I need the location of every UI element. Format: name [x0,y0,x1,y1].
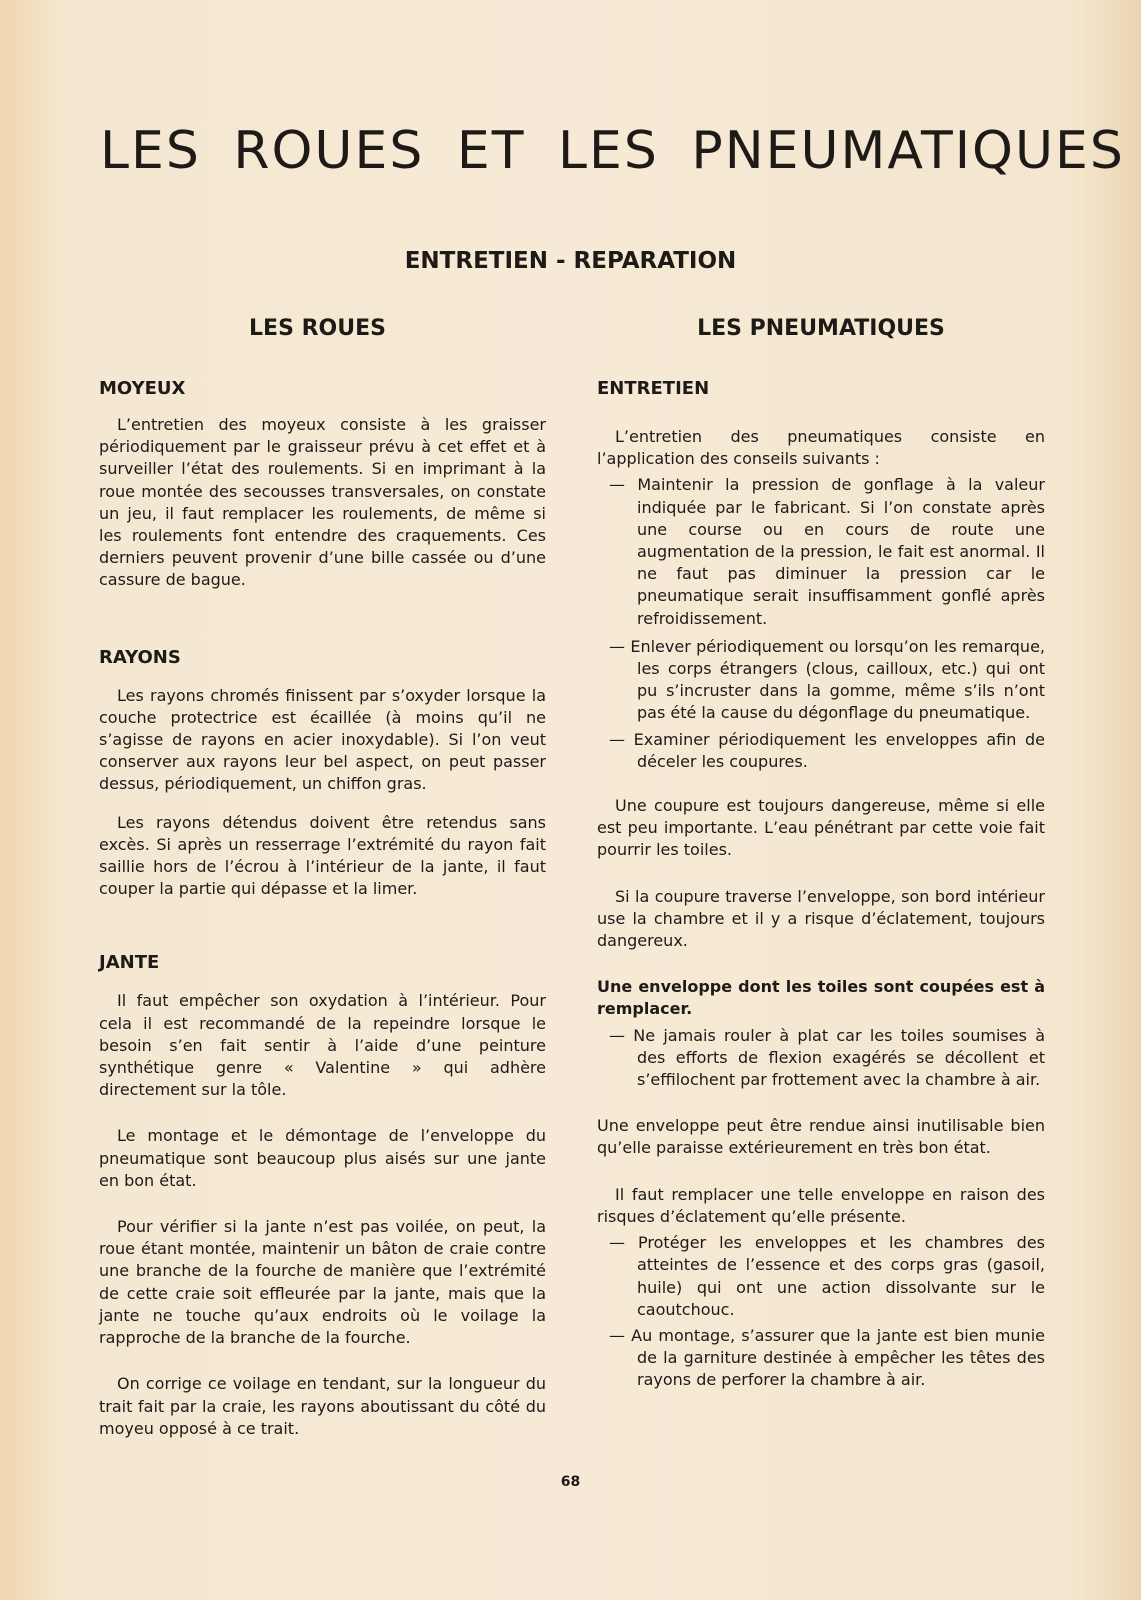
section-title-moyeux: MOYEUX [99,378,186,399]
page-title: LES ROUES ET LES PNEUMATIQUES [100,121,1125,181]
list-item: — Enlever périodiquement ou lorsqu’on les remarque, les corps étrangers (clous, cailloux, etc.) qui ont pu s’incruster dans la gomme, même s’ils n’ont pas été la cause du dégonflage du pneumatique. [609,636,1045,723]
inutilisable-paragraph: Une enveloppe peut être rendue ainsi inutilisable bien qu’elle paraisse extérieurement en très bon état. [597,1116,1045,1158]
jante-paragraph-1: Il faut empêcher son oxydation à l’intérieur. Pour cela il est recommandé de la repeindre lorsque le besoin s’en fait sentir à l’aide d’une peinture synthétique genre « Valentine » qui adhère directement sur la tôle. [99,991,546,1100]
entretien-intro: L’entretien des pneumatiques consiste en l’application des conseils suivants : [597,427,1045,469]
bold-warning: Une enveloppe dont les toiles sont coupées est à remplacer. [597,977,1045,1019]
section-title-jante: JANTE [99,952,160,974]
right-column-heading: LES PNEUMATIQUES [697,316,945,341]
list-item: — Maintenir la pression de gonflage à la valeur indiquée par le fabricant. Si l’on constate après une course ou en cours de route une augmentation de la pression, le fait est anormal. Il ne faut pas diminuer la pression car le pneumatique serait insuffisamment gonflé après refroidissement. [609,475,1045,628]
remplacer-paragraph: Il faut remplacer une telle enveloppe en raison des risques d’éclatement qu’elle présente. [597,1184,1045,1226]
left-column-heading: LES ROUES [249,316,386,341]
list-item: — Examiner périodiquement les enveloppes afin de déceler les coupures. [609,729,1045,771]
section-title-rayons: RAYONS [99,646,181,668]
list-item: — Ne jamais rouler à plat car les toiles soumises à des efforts de flexion exagérés se décollent et s’effilochent par frottement avec la chambre à air. [609,1025,1045,1090]
right-column [597,376,1045,1392]
jante-paragraph-2: Le montage et le démontage de l’enveloppe du pneumatique sont beaucoup plus aisés sur une jante en bon état. [99,1126,546,1190]
list-item: — Au montage, s’assurer que la jante est bien munie de la garniture destinée à empêcher les têtes des rayons de perforer la chambre à air. [609,1325,1045,1390]
jante-paragraph-3: Pour vérifier si la jante n’est pas voilée, on peut, la roue étant montée, maintenir un bâton de craie contre une branche de la fourche de manière que l’extrémité de cette craie soit effleurée par la jante, mais que la jante ne touche qu’aux endroits où le voilage la rapproche de la branche de la fourche. [99,1217,546,1348]
section-title-entretien: ENTRETIEN [597,378,710,399]
page-number: 68 [560,1474,581,1490]
list-item: — Protéger les enveloppes et les chambres des atteintes de l’essence et des corps gras (gasoil, huile) qui ont une action dissolvante sur le caoutchouc. [609,1233,1045,1319]
rayons-paragraph-1: Les rayons chromés finissent par s’oxyder lorsque la couche protectrice est écaillée (à moins qu’il ne s’agisse de rayons en acier inoxydable). Si l’on veut conserver aux rayons leur bel aspect, on peut passer dessus, périodiquement, un chiffon gras. [99,685,546,794]
left-column [99,376,546,1440]
rayons-paragraph-2: Les rayons détendus doivent être retendus sans excès. Si après un resserrage l’extrémité du rayon fait saillie hors de l’écrou à l’intérieur de la jante, il faut couper la partie qui dépasse et la limer. [99,812,546,899]
traverse-paragraph: Si la coupure traverse l’enveloppe, son bord intérieur use la chambre et il y a risque d’éclatement, toujours dangereux. [597,886,1045,951]
jante-paragraph-4: On corrige ce voilage en tendant, sur la longueur du trait fait par la craie, les rayons aboutissant du côté du moyeu opposé à ce trait. [99,1374,546,1438]
page-subtitle: ENTRETIEN - REPARATION [404,248,737,274]
moyeux-paragraph: L’entretien des moyeux consiste à les graisser périodiquement par le graisseur prévu à cet effet et à surveiller l’état des roulements. Si en imprimant à la roue montée des secousses transversales, on constate un jeu, il faut remplacer les roulements, de même si les roulements font entendre des craquements. Ces derniers peuvent provenir d’une bille cassée ou d’une cassure de bague. [99,415,546,590]
coupure-paragraph: Une coupure est toujours dangereuse, même si elle est peu importante. L’eau pénétrant par cette voie fait pourrir les toiles. [597,796,1045,860]
